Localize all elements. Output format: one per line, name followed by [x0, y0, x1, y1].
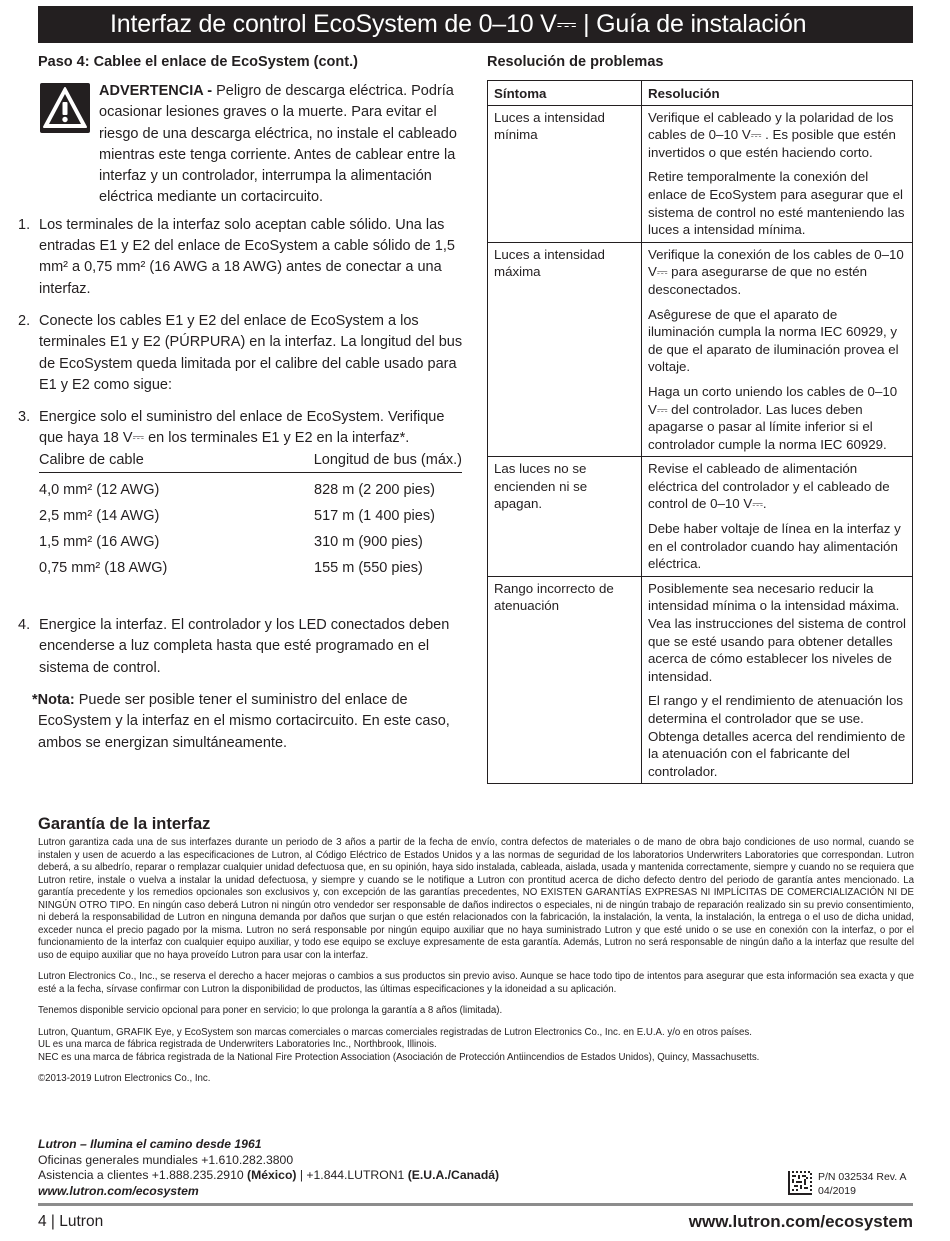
- resolution-text: Verifique la conexión de los cables de 0–10 V⎓ para asegurarse de que no estén desconectados.: [648, 246, 904, 297]
- support-label: Asistencia a clientes +1.888.235.2910: [38, 1168, 248, 1183]
- revision-date: 04/2019: [818, 1185, 856, 1197]
- note: [32, 690, 468, 754]
- support-separator: | +1.844.LUTRON1: [296, 1168, 408, 1183]
- resolution-text: Verifique el cableado y la polaridad de los cables de 0–10 V⎓ . Es posible que estén invertidos o que estén haciendo corto.: [648, 109, 896, 160]
- support-region-mx: (México): [247, 1168, 297, 1183]
- step-number: 2.: [18, 312, 31, 329]
- troubleshooting-table: [487, 80, 913, 784]
- table-row: [39, 477, 462, 503]
- resolution-cell: [642, 242, 913, 457]
- website-link[interactable]: www.lutron.com/ecosystem: [38, 1183, 199, 1198]
- symptom-cell: Rango incorrecto de atenuación: [488, 576, 642, 784]
- table-cell: 1,5 mm² (16 AWG): [39, 534, 160, 551]
- resolution-text: Haga un corto uniendo los cables de 0–10 V⎓ del controlador. Las luces deben apagarse o pasar al límite inferior si el controlador cumple la norma IEC 60929.: [648, 383, 898, 452]
- list-item: [18, 615, 468, 679]
- resolution-text: Asêgurese de que el aparato de iluminación cumpla la norma IEC 60929, y de que el aparato de iluminación provea el voltaje.: [648, 306, 899, 375]
- footer-divider: [38, 1203, 913, 1206]
- warning-block: [38, 81, 468, 209]
- datamatrix-code-icon: [788, 1171, 812, 1195]
- table-cell: 2,5 mm² (14 AWG): [39, 508, 160, 525]
- support-region-us: (E.U.A./Canadá): [407, 1168, 500, 1183]
- wire-gauge-table: [39, 450, 462, 581]
- footer-website-link[interactable]: www.lutron.com/ecosystem: [688, 1212, 913, 1231]
- resolution-text: Retire temporalmente la conexión del enlace de EcoSystem para asegurar que el sistema de control no esté manteniendo las luces a intensidad mínima.: [648, 169, 905, 238]
- resolution-cell: [642, 576, 913, 784]
- table-row: [39, 555, 462, 581]
- copyright: ©2013-2019 Lutron Electronics Co., Inc.: [38, 1073, 211, 1084]
- resolution-text: Debe haber voltaje de línea en la interfaz y en el controlador cuando hay alimentación eléctrica.: [648, 521, 901, 572]
- symptom-cell: Luces a intensidad máxima: [488, 242, 642, 457]
- page-title: Interfaz de control EcoSystem de 0–10 V⎓ | Guía de instalación: [110, 10, 807, 38]
- part-number: [818, 1170, 907, 1198]
- symptom-cell: Las luces no se encienden ni se apagan.: [488, 457, 642, 577]
- table-cell: 517 m (1 400 pies): [314, 508, 435, 525]
- page-number: 4 | Lutron: [38, 1213, 104, 1230]
- troubleshooting-column: [487, 54, 913, 784]
- table-cell: 4,0 mm² (12 AWG): [39, 482, 160, 499]
- support-phones: [38, 1168, 499, 1184]
- table-cell: 0,75 mm² (18 AWG): [39, 560, 168, 577]
- table-cell: 155 m (550 pies): [314, 560, 423, 577]
- troubleshooting-title: Resolución de problemas: [487, 54, 664, 70]
- table-row: [39, 529, 462, 555]
- table-row: [488, 105, 913, 242]
- slogan: Lutron – Ilumina el camino desde 1961: [38, 1137, 262, 1151]
- resolution-cell: [642, 105, 913, 242]
- part-number-text: P/N 032534 Rev. A: [818, 1171, 907, 1183]
- table-row: [488, 576, 913, 784]
- column-header: Longitud de bus (máx.): [313, 451, 462, 468]
- column-header: Calibre de cable: [39, 451, 144, 468]
- resolution-cell: [642, 457, 913, 577]
- step-text: Energice la interfaz. El controlador y los LED conectados deben encenderse a luz completa hasta que esté programado en el sistema de control.: [39, 617, 450, 676]
- resolution-text: Revise el cableado de alimentación eléctrica del controlador y el cableado de control de 0–10 V⎓.: [648, 461, 890, 512]
- warning-triangle-icon: [40, 83, 90, 133]
- warranty-title: Garantía de la interfaz: [38, 815, 211, 833]
- step-text: Energice solo el suministro del enlace de EcoSystem. Verifique que haya 18 V⎓ en los terminales E1 y E2 en la interfaz*.: [39, 409, 445, 447]
- disclaimer-paragraph: Lutron Electronics Co., Inc., se reserva el derecho a hacer mejoras o cambios a sus productos sin previo aviso. Aunque se hace todo tipo de intentos para asegurar que esta información sea exacta y que esté a la fecha, sírvase confirmar con Lutron la disponibilidad de productos, las últimas especificaciones y la idoneidad a su aplicación.: [38, 971, 914, 995]
- install-column: [18, 54, 468, 754]
- step-title: Paso 4: Cablee el enlace de EcoSystem (cont.): [38, 54, 358, 70]
- list-item: [18, 311, 468, 396]
- offices-phone: Oficinas generales mundiales +1.610.282.3800: [38, 1152, 294, 1167]
- steps-list: [18, 215, 468, 679]
- table-cell: 310 m (900 pies): [314, 534, 423, 551]
- column-header: Resolución: [642, 81, 913, 106]
- warranty-section: [38, 815, 914, 1095]
- table-row: [39, 503, 462, 529]
- warning-heading: ADVERTENCIA -: [99, 83, 213, 99]
- list-item: [18, 407, 468, 581]
- page-header: [38, 6, 913, 43]
- service-paragraph: Tenemos disponible servicio opcional para poner en servicio; lo que prolonga la garantía a 8 años (limitada).: [38, 1005, 503, 1016]
- warranty-paragraph: Lutron garantiza cada una de sus interfazes durante un periodo de 3 años a partir de la fecha de envío, contra defectos de materiales o de mano de obra bajo condiciones de uso normal, cuando se instalen y usen de acuerdo a las especificaciones de Lutron, al Código Eléctrico de Estados Unidos y a las normas de seguridad de los laboratorios Underwriters Laboratories que correspondan. Lutron deberá, a su albedrío, reparar o remplazar cualquier unidad defectuosa que, en su opinión, haya sido instalada, cableada, aislada, usada y mantenida correctamente, siempre y cuando no se requiera que Lutron retire, instale o vuelva a instalar la unidad defectuosa, y siempre y cuando se le notifique a Lutron con prontitud acerca de dicho defecto dentro del periodo de garantía antes mencionado. La garantía precedente y los remedios opcionales son exclusivos y, con excepción de las garantías precedentes, NO EXISTEN GARANTÍAS EXPRESAS NI IMPLÍCITAS DE COMERCIALIZACIÓN NI DE NINGÚN OTRO TIPO. En ningún caso deberá Lutron ni ningún otro vendedor ser responsable de daños indirectos o especiales, ni de ningún trabajo de reparación realizado sin su previo consentimiento, ni deberá la responsabilidad de Lutron en ninguna demanda por daños que surjan o que estén relacionados con la fabricación, la instalación, la venta, la instalación, la entrega o el uso de dicha unidad, exceder nunca el precio pagado por la misma. Lutron no será responsable por ningún equipo auxiliar que no haya suministrado Lutron y que esté unido o se use en conexión con la interfaz, o por el funcionamiento de la interfaz con cualquier equipo auxiliar, y todo ese equipo se excluye expresamente de esta garantía. Además, Lutron no será responsable de ningún daño a la interfaz que resulte del uso de equipo auxiliar que no haya proveído Lutron para usar con la interfaz.: [38, 837, 914, 961]
- column-header: Síntoma: [488, 81, 642, 106]
- note-text: Puede ser posible tener el suministro del enlace de EcoSystem y la interfaz en el mismo cortacircuito. En este caso, ambos se energizan simultáneamente.: [38, 691, 450, 751]
- wire-table-header: [39, 450, 462, 473]
- resolution-text: Posiblemente sea necesario reducir la intensidad mínima o la intensidad máxima. Vea las instrucciones del sistema de control que se esté usando para obtener detalles acerca de cómo establecer los niveles de intensidad.: [648, 580, 906, 684]
- contact-block: [38, 1137, 499, 1199]
- table-cell: 828 m (2 200 pies): [314, 482, 435, 499]
- symptom-cell: Luces a intensidad mínima: [488, 105, 642, 242]
- note-heading: *Nota:: [32, 691, 75, 708]
- step-text: Conecte los cables E1 y E2 del enlace de EcoSystem a los terminales E1 y E2 (PÚRPURA) en la interfaz. La longitud del bus de EcoSystem queda limitada por el calibre del cable usado para E1 y E2 como sigue:: [39, 312, 463, 393]
- warning-text: Peligro de descarga eléctrica. Podría ocasionar lesiones graves o la muerte. Para evitar el riesgo de una descarga eléctrica, no instale el cableado mientras este tenga corriente. Antes de cablear entre la interfaz y un controlador, interrumpa la alimentación eléctrica mediante un cortacircuito.: [99, 83, 457, 206]
- step-number: 3.: [18, 409, 31, 426]
- step-number: 1.: [18, 216, 31, 233]
- resolution-text: El rango y el rendimiento de atenuación los determina el controlador que se use. Obtenga detalles acerca del rendimiento de la atenuación con el fabricante del controlador.: [648, 693, 906, 779]
- list-item: [18, 215, 468, 300]
- table-row: [488, 457, 913, 577]
- step-text: Los terminales de la interfaz solo aceptan cable sólido. Una las entradas E1 y E2 del enlace de EcoSystem a cable sólido de 1,5 mm² a 0,75 mm² (16 AWG a 18 AWG) antes de conectar a una interfaz.: [39, 216, 455, 297]
- trademark-paragraph: Lutron, Quantum, GRAFIK Eye, y EcoSystem son marcas comerciales o marcas comerciales registradas de Lutron Electronics Co., Inc. en E.U.A. y/o en otros países. UL es una marca de fábrica registrada de Underwriters Laboratories Inc., Northbrook, Illinois. NEC es una marca de fábrica registrada de la National Fire Protection Association (Asociación de Protección Antiincendios de Estados Unidos), Quincy, Massachusetts.: [38, 1026, 760, 1063]
- table-row: [488, 242, 913, 457]
- step-number: 4.: [18, 617, 31, 634]
- table-header-row: [488, 81, 913, 106]
